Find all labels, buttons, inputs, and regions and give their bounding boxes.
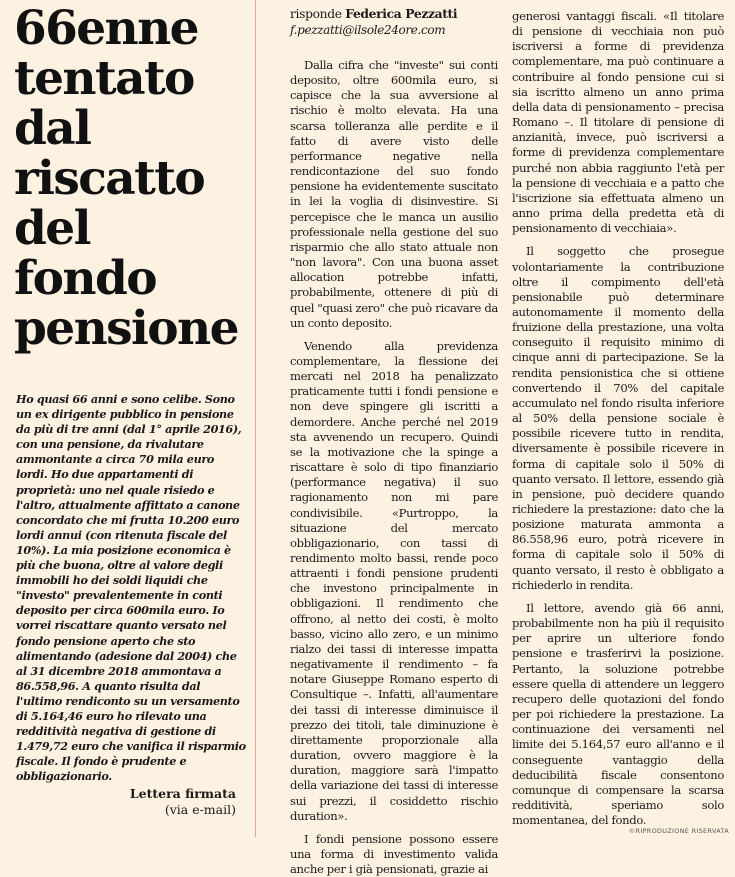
answer-paragraph: Venendo alla previdenza complementare, la flessione dei mercati nel 2018 ha penalizzato praticamente tutti i fondi pensione e non deve spingere gli iscritti a demordere. Anche perché nel 2019 sta avvenendo un recupero. Quindi se la motivazione che la spinge a riscattare è solo di tipo finanziario (performance negativa) il suo ragionamento non mi pare condivisibile. «Purtroppo, la situazione del mercato obbligazionario, con tassi di rendimento molto bassi, rende poco attraenti i fondi pensione prudenti che investono principalmente in obbligazioni. Il rendimento che offrono, al netto dei costi, è molto basso, vicino allo zero, e un minimo rialzo dei tassi di interesse impatta negativamente il rendimento – fa notare Giuseppe Romano esperto di Consultique –. Infatti, all'aumentare dei tassi di interesse diminuisce il prezzo dei titoli, tale diminuzione è direttamente proporzionale alla duration, ovvero maggiore è la duration, maggiore sarà l'impatto della variazione dei tassi di interesse sui prezzi, il cosiddetto rischio duration». [290,338,498,823]
responder-name: Federica Pezzatti [345,6,458,21]
copyright-notice: ©RIPRODUZIONE RISERVATA [628,827,729,835]
responder-line [290,6,498,22]
answer-paragraph: Il lettore, avendo già 66 anni, probabilmente non ha più il requisito per aprire un ulteriore fondo pensione e trasferirvi la posizione. Pertanto, la soluzione potrebbe essere quella di attendere un leggero recupero delle quotazioni del fondo per poi richiedere la prestazione. La continuazione dei versamenti nel limite dei 5.164,57 euro all'anno e il conseguente vantaggio della deducibilità fiscale consentono comunque di compensare la scarsa redditività, speriamo solo momentanea, del fondo. [512,600,724,828]
answer-paragraph: I fondi pensione possono essere una forma di investimento valida anche per i già pensionati, grazie ai [290,831,498,877]
article-headline: 66enne tentato dal riscatto del fondo pensione [14,1,238,356]
reader-question [16,392,246,784]
answer-paragraph: Il soggetto che prosegue volontariamente la contribuzione oltre il compimento dell'età pensionabile può determinare autonomamente il momento della fruizione della prestazione, una volta conseguito il requisito minimo di cinque anni di partecipazione. Se la rendita pensionistica che si ottiene convertendo il 70% del capitale accumulato nel fondo risulta inferiore al 50% della pensione sociale è possibile ricevere tutto in rendita, diversamente è possibile ricevere in forma di capitale solo il 50% di quanto versato. Il lettore, essendo già in pensione, può decidere quando richiedere la prestazione: dato che la posizione maturata ammonta a 86.558,96 euro, potrà ricevere in forma di capitale solo il 50% di quanto versato, il resto è obbligato a richiederlo in rendita. [512,244,724,592]
answer-paragraph: generosi vantaggi fiscali. «Il titolare di pensione di vecchiaia non può iscriversi a forme di previdenza complementare, ma può continuare a contribuire al fondo pensione cui si sia iscritto almeno un anno prima della data di pensionamento – precisa Romano –. Il titolare di pensione di anzianità, invece, può iscriversi a forme di previdenza complementare purché non abbia raggiunto l'età per la pensione di vecchiaia e a patto che l'iscrizione sia effettuata almeno un anno prima della predetta età di pensionamento di vecchiaia». [512,9,724,236]
column-divider [255,0,256,837]
responder-email[interactable]: f.pezzatti@ilsole24ore.com [290,23,446,37]
question-text: Ho quasi 66 anni e sono celibe. Sono un ex dirigente pubblico in pensione da più di tre anni (dal 1° aprile 2016), con una pensione, da rivalutare ammontante a circa 70 mila euro lordi. Ho due appartamenti di proprietà: uno nel quale risiedo e l'altro, attualmente affittato a canone concordato che mi frutta 10.200 euro lordi annui (con ritenuta fiscale del 10%). La mia posizione economica è più che buona, oltre al valore degli immobili ho dei soldi liquidi che "investo" prevalentemente in conti deposito per circa 600mila euro. Io vorrei riscattare quanto versato nel fondo pensione aperto che sto alimentando (adesione dal 2004) che al 31 dicembre 2018 ammontava a 86.558,96. A quanto risulta dal l'ultimo rendiconto su un versamento di 5.164,46 euro ho rilevato una redditività negativa di gestione di 1.479,72 euro che vanifica il risparmio fiscale. Il fondo è prudente e obbligazionario. [16,392,246,784]
letter-column [6,0,246,837]
answer-column-2 [512,9,724,828]
answer-paragraph: Dalla cifra che "investe" sui conti deposito, oltre 600mila euro, si capisce che la sua avversione al rischio è molto elevata. Ha una scarsa tolleranza alle perdite e il fatto di avere visto delle performance negative nella rendicontazione del suo fondo pensione ha evidentemente suscitato in lei la voglia di disinvestire. Si percepisce che le manca un ausilio professionale nella gestione del suo risparmio che allo stato attuale non "non lavora". Con una buona asset allocation potrebbe infatti, probabilmente, ottenere di più di quel "quasi zero" che può ricavare da un conto deposito. [290,58,498,330]
responder-prefix: risponde [290,7,342,21]
letter-via: (via e-mail) [164,802,236,818]
answer-column-1 [290,0,498,877]
letter-signature: Lettera firmata [129,786,236,802]
